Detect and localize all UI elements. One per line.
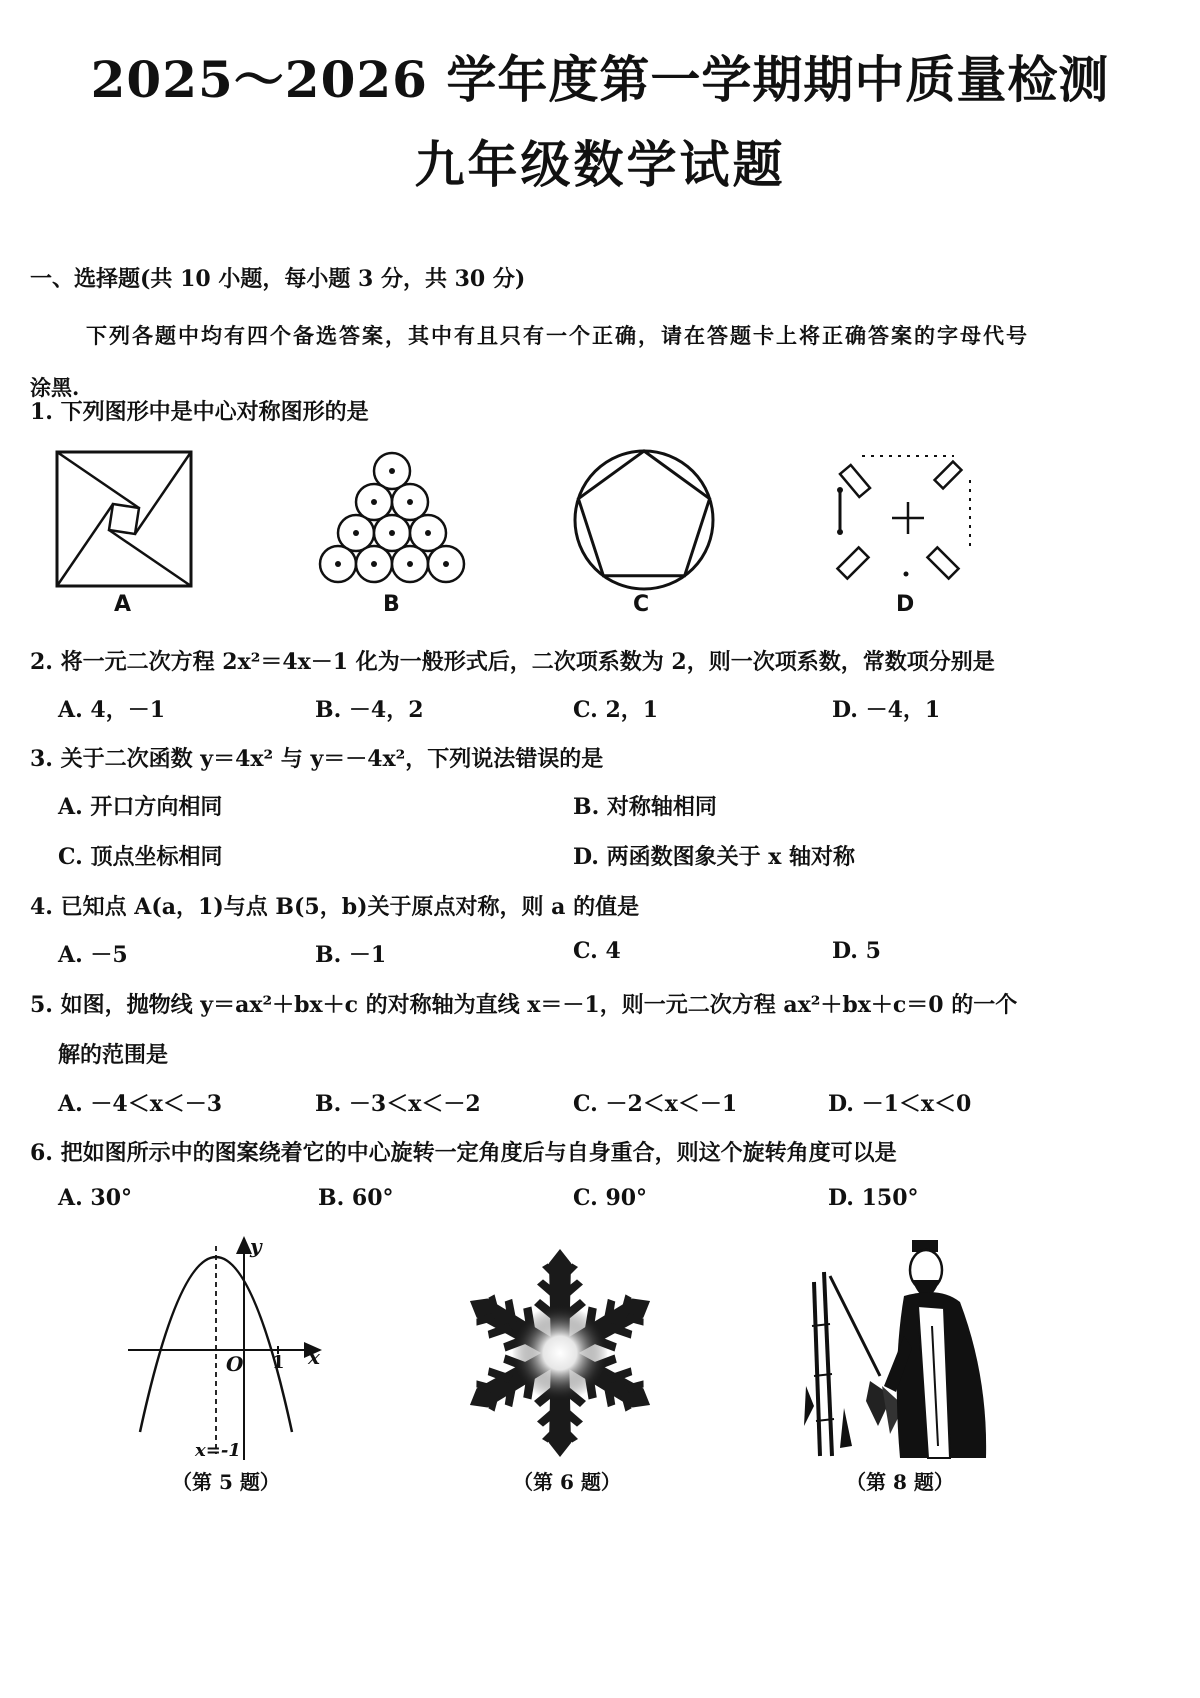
section-heading: 一、选择题(共 10 小题，每小题 3 分，共 30 分): [30, 266, 526, 292]
figure-q5-parabola: [120, 1232, 340, 1462]
question-5-stem-line-1: 5. 如图，抛物线 y＝ax²＋bx＋c 的对称轴为直线 x＝－1，则一元二次方程 ax²＋bx＋c＝0 的一个: [30, 992, 1018, 1018]
circle-center-dot: [371, 561, 377, 567]
figure-label-a: A: [114, 592, 132, 617]
question-6-option-c: C. 90°: [573, 1185, 648, 1211]
question-3-option-d: D. 两函数图象关于 x 轴对称: [573, 844, 856, 870]
figure-q6-snowflake: [468, 1248, 652, 1458]
origin-label: O: [226, 1352, 244, 1376]
figure-q8-scholar-illustration: [800, 1236, 990, 1461]
question-1-stem: 1. 下列图形中是中心对称图形的是: [30, 399, 369, 425]
question-4-stem: 4. 已知点 A(a，1)与点 B(5，b)关于原点对称，则 a 的值是: [30, 894, 640, 920]
question-3-stem: 3. 关于二次函数 y＝4x² 与 y＝－4x²，下列说法错误的是: [30, 746, 604, 772]
question-5-option-c: C. －2＜x＜－1: [573, 1091, 738, 1117]
circle-center-dot: [389, 530, 395, 536]
axis-label-y: y: [250, 1234, 262, 1258]
circle-center-dot: [353, 530, 359, 536]
question-6-option-b: B. 60°: [318, 1185, 394, 1211]
question-5-option-b: B. －3＜x＜－2: [315, 1091, 481, 1117]
figure-b-circle-triangle: [312, 450, 472, 590]
question-5-option-d: D. －1＜x＜0: [828, 1091, 972, 1117]
caption-q5: （第 5 题）: [172, 1470, 280, 1494]
circle-center-dot: [371, 499, 377, 505]
symmetry-axis-label: x=-1: [195, 1440, 241, 1461]
question-2-stem: 2. 将一元二次方程 2x²＝4x－1 化为一般形式后，二次项系数为 2，则一次项系数，常数项分别是: [30, 649, 995, 675]
question-2-option-d: D. －4，1: [832, 697, 941, 723]
question-2-option-a: A. 4，－1: [58, 697, 166, 723]
question-5-stem-line-2: 解的范围是: [58, 1042, 169, 1068]
exam-title: 2025～2026 学年度第一学期期中质量检测: [90, 50, 1110, 109]
question-3-option-b: B. 对称轴相同: [573, 794, 717, 820]
question-6-stem: 6. 把如图所示中的图案绕着它的中心旋转一定角度后与自身重合，则这个旋转角度可以是: [30, 1140, 897, 1166]
figure-label-d: D: [896, 592, 915, 617]
question-3-option-c: C. 顶点坐标相同: [58, 844, 223, 870]
circle-center-dot: [443, 561, 449, 567]
circle-center-dot: [407, 499, 413, 505]
circle-center-dot: [407, 561, 413, 567]
question-4-option-b: B. －1: [315, 942, 387, 968]
snowflake-center-glow: [512, 1305, 608, 1401]
question-2-option-b: B. －4，2: [315, 697, 424, 723]
question-4-option-a: A. －5: [58, 942, 128, 968]
figure-label-c: C: [633, 592, 650, 617]
question-6-option-a: A. 30°: [58, 1185, 133, 1211]
figure-c-pentagon-in-circle: [572, 448, 716, 592]
question-2-option-c: C. 2，1: [573, 697, 659, 723]
figure-a-pinwheel-square: [55, 450, 195, 590]
question-3-option-a: A. 开口方向相同: [58, 794, 223, 820]
caption-q8: （第 8 题）: [846, 1470, 954, 1494]
instruction-line-1: 下列各题中均有四个备选答案，其中有且只有一个正确，请在答题卡上将正确答案的字母代号: [86, 323, 1029, 348]
question-6-option-d: D. 150°: [828, 1185, 919, 1211]
question-4-option-d: D. 5: [832, 938, 881, 964]
figure-d-dotted-pattern: [832, 450, 982, 590]
circle-center-dot: [335, 561, 341, 567]
instruction-line-2: 涂黑.: [30, 375, 80, 400]
caption-q6: （第 6 题）: [513, 1470, 621, 1494]
question-5-option-a: A. －4＜x＜－3: [58, 1091, 223, 1117]
question-4-option-c: C. 4: [573, 938, 621, 964]
circle-center-dot: [425, 530, 431, 536]
figure-label-b: B: [383, 592, 400, 617]
tick-label-one: 1: [272, 1352, 285, 1373]
axis-label-x: x: [308, 1345, 320, 1369]
circle-center-dot: [389, 468, 395, 474]
exam-subtitle: 九年级数学试题: [414, 135, 786, 194]
